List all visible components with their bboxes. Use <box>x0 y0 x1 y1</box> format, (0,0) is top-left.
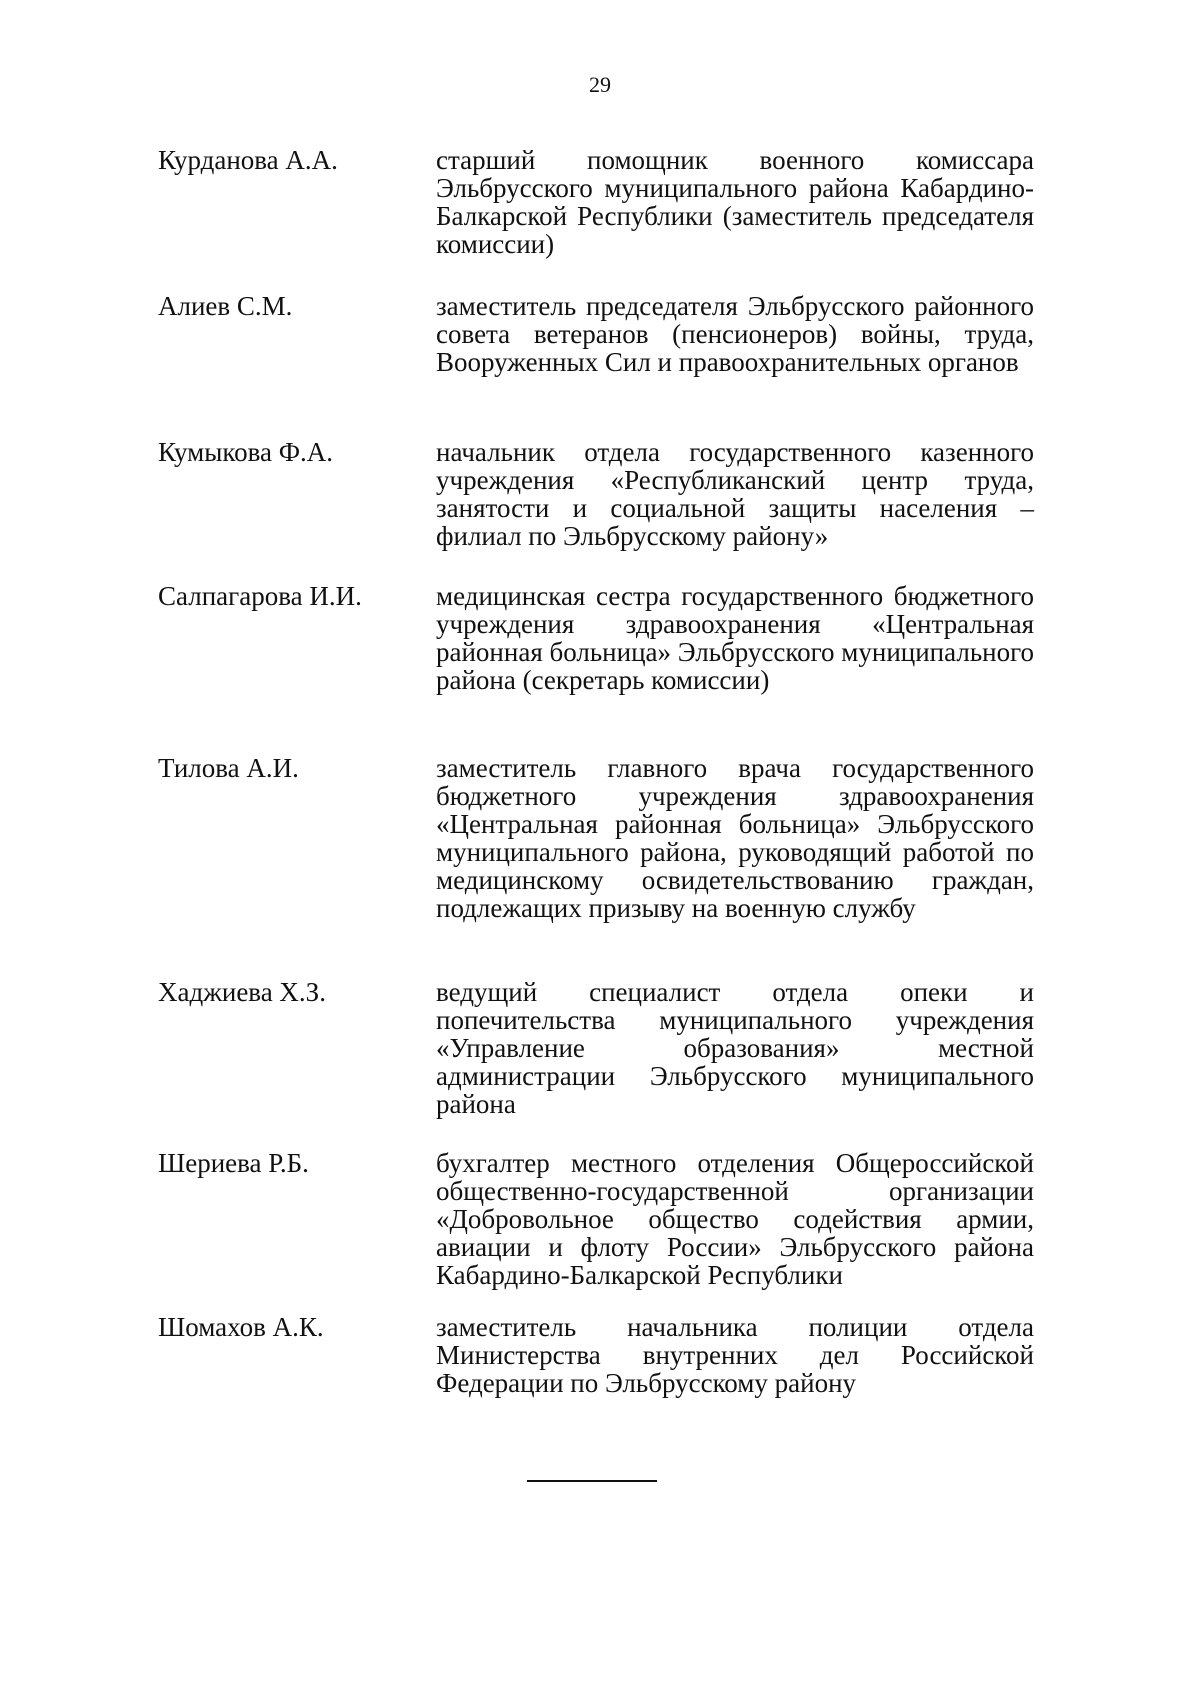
member-role: ведущий специалист отдела опеки и попечительства муниципального учреждения «Управление образования» местной администрации Эльбрусского муниципального района <box>436 977 1034 1119</box>
member-name: Хаджиева Х.З. <box>158 977 326 1007</box>
member-role: начальник отдела государственного казенного учреждения «Республиканский центр труда, занятости и социальной защиты населения – филиал по Эльбрусскому району» <box>436 437 1034 551</box>
member-role: заместитель начальника полиции отдела Министерства внутренних дел Российской Федерации по Эльбрусскому району <box>436 1312 1034 1398</box>
member-name: Курданова А.А. <box>158 145 338 175</box>
member-role: заместитель председателя Эльбрусского районного совета ветеранов (пенсионеров) войны, труда, Вооруженных Сил и правоохранительных органов <box>436 291 1034 377</box>
member-name: Тилова А.И. <box>158 753 299 783</box>
member-name: Салпагарова И.И. <box>158 581 362 611</box>
member-name: Кумыкова Ф.А. <box>158 437 334 467</box>
member-role: бухгалтер местного отделения Общероссийской общественно-государственной организации «Добровольное общество содействия армии, авиации и флоту России» Эльбрусского района Кабардино-Балкарской Республики <box>436 1148 1034 1290</box>
member-role: старший помощник военного комиссара Эльбрусского муниципального района Кабардино-Балкарской Республики (заместитель председателя комиссии) <box>436 145 1034 259</box>
member-name: Алиев С.М. <box>158 291 293 321</box>
member-name: Шомахов А.К. <box>158 1312 324 1342</box>
end-of-list-rule <box>527 1480 657 1482</box>
member-role: медицинская сестра государственного бюджетного учреждения здравоохранения «Центральная районная больница» Эльбрусского муниципального района (секретарь комиссии) <box>436 581 1034 695</box>
member-role: заместитель главного врача государственного бюджетного учреждения здравоохранения «Центральная районная больница» Эльбрусского муниципального района, руководящий работой по медицинскому освидетельствованию граждан, подлежащих призыву на военную службу <box>436 753 1034 923</box>
page-number: 29 <box>589 72 611 97</box>
member-name: Шериева Р.Б. <box>158 1148 309 1178</box>
